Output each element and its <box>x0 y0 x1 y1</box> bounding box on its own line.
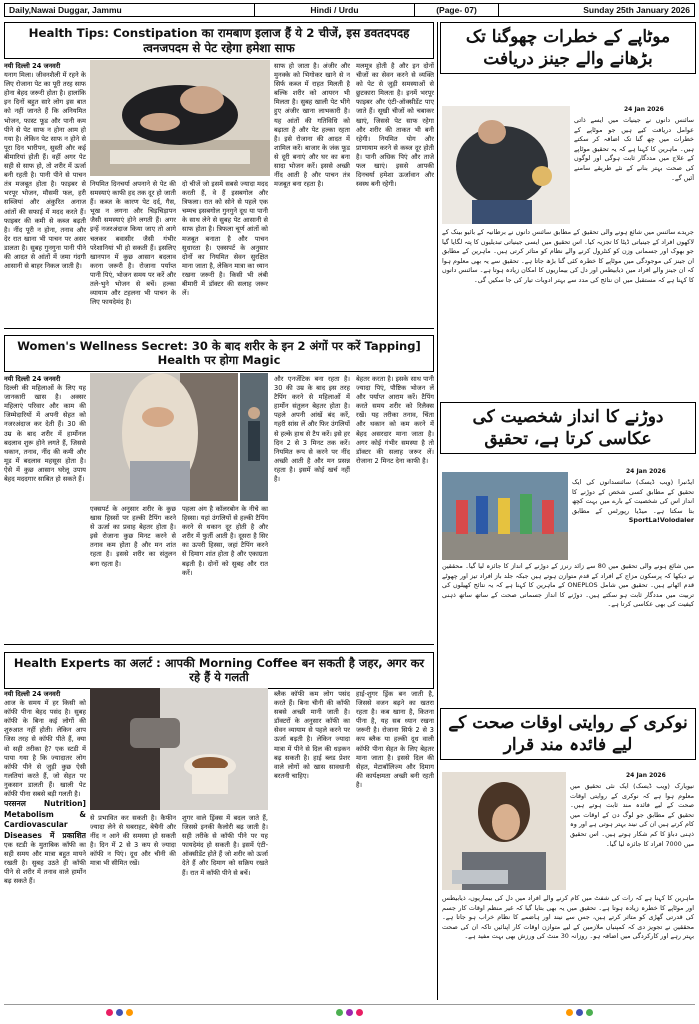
footer-dot <box>126 1009 133 1016</box>
footer-dot <box>346 1009 353 1016</box>
urdu-text: ماہرین کا کہنا ہے کہ رات کی شفٹ میں کام کرنے والے افراد میں دل کی بیماریوں، ذیابیطس اور موٹاپے کا خطرہ زیادہ ہوتا ہے۔ تحقیق میں یہ بھی بتایا گیا کہ غیر منظم اوقات کار جسم کی قدرتی گھڑی کو متاثر کرتے ہیں، جس سے نیند اور ہاضمے کا نظام خراب ہو جاتا ہے۔ محققین نے تجویز دی کہ کمپنیاں ملازمین کے لیے متوازن اوقات کار اپنائیں تاکہ ان کی صحت بہتر رہے اور کارکردگی میں اضافہ ہو۔ روزانہ 30 منٹ کی ورزش بھی بہت مفید ہے۔ <box>442 894 694 941</box>
crowd-photo <box>240 373 268 501</box>
story-column <box>4 375 86 635</box>
footer-dot <box>586 1009 593 1016</box>
story-column: पहला अंग है कॉलरबोन के नीचे का हिस्सा। यहां उंगलियों से हल्की टैपिंग करने से थकान दूर होती है और शरीर में फुर्ती आती है। दूसरा है सिर का ऊपरी हिस्सा, जहां टैपिंग करने से दिमाग शांत होता है और एकाग्रता बढ़ती है। दोनों को सुबह और रात करें। <box>182 505 268 577</box>
footer-dot <box>356 1009 363 1016</box>
coffee-photo <box>90 688 268 810</box>
story-headline: Women's Wellness Secret: 30 के बाद शरीर के इन 2 अंगों पर करें Tapping] Health पर होगा Magic <box>4 335 434 372</box>
footer-dot <box>576 1009 583 1016</box>
footer-dots-right <box>566 1009 593 1016</box>
obesity-photo <box>442 106 570 224</box>
story-dateline: नयी दिल्ली 24 जनवरी <box>4 375 61 383</box>
footer-dot <box>566 1009 573 1016</box>
story-morning-coffee <box>4 652 434 1000</box>
story-column: नियमित दिनचर्या अपनाने से पेट की समस्याएं काफी हद तक दूर हो जाती हैं। कब्ज के कारण पेट दर्द, गैस, भूख न लगना और चिड़चिड़ापन जैसी समस्याएं होने लगती हैं। अगर इन्हें नजरअंदाज किया जाए तो आगे चलकर बवासीर जैसी गंभीर परेशानियां भी हो सकती हैं। इसलिए खानपान में कुछ आसान बदलाव करना जरूरी है। रोजाना पर्याप्त पानी पिएं, भोजन समय पर करें और तले-भुने भोजन से बचें। हल्का व्यायाम और टहलना भी पाचन के लिए फायदेमंद है। <box>90 180 176 307</box>
urdu-headline: نوکری کے روایتی اوقات صحت کے لیے فائدہ مند قرار <box>440 708 696 760</box>
story-column: एक्सपर्ट के अनुसार शरीर के कुछ खास हिस्सों पर हल्की टैपिंग करने से ऊर्जा का प्रवाह बेहतर होता है। इसे रोजाना कुछ मिनट करने से तनाव कम होता है और मन शांत रहता है। इससे शरीर का संतुलन बना रहता है। <box>90 505 176 568</box>
urdu-story-running <box>440 402 696 695</box>
story-headline: Health Experts का अलर्ट : आपकी Morning Coffee बन सकती है जहर, अगर कर रहे हैं ये गलती <box>4 652 434 689</box>
urdu-date: 24 Jan 2026 <box>624 106 664 113</box>
story-constipation <box>4 22 434 320</box>
office-worker-photo <box>442 772 566 890</box>
urdu-date: 24 Jan 2026 <box>626 772 666 779</box>
urdu-story-office-hours <box>440 708 696 1000</box>
story-separator <box>4 644 434 645</box>
footer-dot <box>116 1009 123 1016</box>
urdu-date: 24 Jan 2026 <box>626 468 666 475</box>
paper-name: Daily,Nawai Duggar, Jammu <box>5 4 255 16</box>
story-paragraph: दिल्ली की महिलाओं के लिए यह जानकारी खास है। अक्सर महिलाएं परिवार और काम की जिम्मेदारियों में अपनी सेहत को नजरअंदाज कर देती हैं। 30 की उम्र के बाद शरीर में हार्मोनल बदलाव शुरू होने लगते हैं, जिससे थकान, तनाव, नींद की कमी और मूड में बदलाव महसूस होता है। ऐसे में कुछ आसान घरेलू उपाय बेहद मददगार साबित हो सकते हैं। <box>4 384 86 484</box>
story-paragraph: आज के समय में हर किसी को कॉफी पीना बेहद पसंद है। सुबह कॉफी के बिना कई लोगों की शुरुआत नहीं होती। लेकिन आप जिस तरह से कॉफी पीते हैं, क्या वो सही तरीका है? एक स्टडी में पाया गया है कि ज्यादातर लोग कॉफी पीने से जुड़ी कुछ ऐसी गलतियां करते हैं, जो सेहत पर नुकसान डालती हैं। खाली पेट कॉफी पीना सबसे बड़ी गलती है। <box>4 699 86 799</box>
urdu-text: نیویارک (ویب ڈیسک) ایک نئی تحقیق میں معلوم ہوا ہے کہ نوکری کے روایتی اوقات صحت کے لیے فائدہ مند ثابت ہوتے ہیں۔ تحقیق کے مطابق جو لوگ دن کے اوقات میں کام کرتے ہیں ان کی نیند بہتر ہوتی ہے اور وہ ذہنی دباؤ کا کم شکار ہوتے ہیں۔ اس تحقیق میں 7000 افراد کا جائزہ لیا گیا۔ <box>570 782 694 848</box>
women-wellness-photo <box>90 373 238 501</box>
urdu-text: سائنس دانوں نے جینیات میں ایسے ذاتی عوامل دریافت کیے ہیں جو موٹاپے کے خطرات میں چھ گنا تک اضافہ کر سکتے ہیں۔ ماہرین کا کہنا ہے کہ یہ تحقیق موٹاپے کے علاج میں مددگار ثابت ہوگی اور لوگوں کی صحت بہتر بنانے کے نئے طریقے سامنے آئیں گے۔ <box>574 116 694 182</box>
urdu-paragraph: ایڈنبرا (ویب ڈیسک) سائنسدانوں کی ایک تحقیق کے مطابق کسی شخص کے دوڑنے کا انداز اس کی شخصیت کے بارے میں بہت کچھ بتا سکتا ہے۔ میڈیا رپورٹس کے مطابق <box>572 478 694 515</box>
urdu-source: SportLa!Volodaler <box>628 516 694 525</box>
story-column: बेहतर करता है। इसके साथ पानी ज्यादा पिएं, पौष्टिक भोजन लें और पर्याप्त आराम करें। टैपिंग करते समय शरीर को रिलैक्स रखें। यह तरीका तनाव, चिंता और थकान को कम करने में बेहद असरदार माना जाता है। अगर कोई गंभीर समस्या है तो डॉक्टर की सलाह जरूर लें। रोजाना 2 मिनट देना काफी है। <box>356 375 434 465</box>
story-column: और एनर्जेटिक बना रहता है। 30 की उम्र के बाद इस तरह टैपिंग करने से महिलाओं में हार्मोन संतुलन बेहतर होता है। पहले अपनी आंखें बंद करें, गहरी सांस लें और फिर उंगलियों से हल्के हाथ से टैप करें। इसे हर दिन 2 से 3 मिनट तक करें। नियमित रूप से करने पर नींद अच्छी आती है और मन प्रसन्न रहता है। इसमें कोई खर्च नहीं है। <box>274 375 350 484</box>
urdu-headline: دوڑنے کا انداز شخصیت کی عکاسی کرتا ہے، تحقیق <box>440 402 696 454</box>
story-column: से प्रभावित कर सकती है। कैफीन ज्यादा लेने से घबराहट, बेचैनी और नींद न आने की समस्या हो सकती है। दिन में 2 से 3 कप से ज्यादा कॉफी न पिएं। दूध और चीनी की मात्रा भी सीमित रखें। <box>90 814 176 868</box>
page-number: (Page- 07) <box>415 4 499 16</box>
issue-date: Sunday 25th January 2026 <box>583 5 690 15</box>
column-divider <box>437 22 438 1000</box>
footer-dots-mid <box>336 1009 363 1016</box>
story-womens-wellness <box>4 335 434 637</box>
story-column <box>4 62 86 318</box>
story-column: दो चीजें जो इसमें सबसे ज्यादा मदद करती हैं, वे हैं इसबगोल और त्रिफला। रात को सोने से पहले एक चम्मच इसबगोल गुनगुने दूध या पानी के साथ लेने से सुबह पेट आसानी से साफ होता है। त्रिफला चूर्ण आंतों को मजबूत बनाता है और पाचन सुधारता है। एक्सपर्ट के अनुसार दोनों का नियमित सेवन सुरक्षित माना जाता है, लेकिन मात्रा का ध्यान रखना जरूरी है। किसी भी लंबी बीमारी में डॉक्टर की सलाह जरूर लें। <box>182 180 268 298</box>
story-column: साफ हो जाता है। अंजीर और मुनक्के को भिगोकर खाने से न सिर्फ कब्ज में राहत मिलती है बल्कि शरीर को आयरन भी मिलता है। सुबह खाली पेट भीगे हुए अंजीर खाना लाभकारी है। यह आंतों की गतिविधि को बढ़ाता है और पेट हल्का रहता है। इसे रोजाना की आदत में शामिल करें। बाजार के जंक फूड से दूरी बनाएं और घर का बना सादा भोजन करें। इससे अच्छी नींद आती है और पाचन तंत्र मजबूत बना रहता है। <box>274 62 350 189</box>
story-separator <box>4 328 434 329</box>
urdu-text: جریدے سائنس میں شائع ہونے والی تحقیق کے مطابق سائنس دانوں نے برطانیہ کے بائیو بینک کے لاکھوں افراد کے جینیاتی ڈیٹا کا تجزیہ کیا۔ اس تحقیق میں ایسی جینیاتی تبدیلیوں کا پتہ لگایا گیا جو بھوک اور جسمانی وزن کو کنٹرول کرنے والے نظام کو متاثر کرتی ہیں۔ ماہرین کے مطابق ان جینز کی موجودگی میں موٹاپے کا خطرہ کئی گنا بڑھ جاتا ہے۔ تحقیق سے یہ بھی معلوم ہوا کہ ان جینز والے افراد میں ذیابیطس اور دل کی بیماریوں کا امکان زیادہ ہوتا ہے۔ سائنس دانوں کا کہنا ہے کہ مستقبل میں ان نتائج کی مدد سے بہتر ادویات تیار کی جا سکیں گی۔ <box>442 228 694 285</box>
urdu-headline: موٹاپے کے خطرات چھوگنا تک بڑھانے والے جینز دریافت <box>440 22 696 74</box>
story-dateline: नयी दिल्ली 24 जनवरी <box>4 690 61 698</box>
page-footer <box>4 1004 695 1020</box>
story-dateline: नयी दिल्ली 24 जनवरी <box>4 62 61 70</box>
story-paragraph: पानी पीने से पाचन तंत्र मजबूत होता है। फाइबर से भरपूर भोजन, मौसमी फल, हरी सब्जियां और अंकुरित अनाज आंतों की सफाई में मदद करते हैं। फाइबर की कमी से कब्ज बढ़ती है। नींद पूरी न होना, तनाव और देर रात खाना भी पाचन पर असर डालता है। सुबह गुनगुना पानी पीने की आदत से आंतों में जमा गंदगी आसानी से बाहर निकल जाती है। <box>4 171 86 271</box>
urdu-text <box>572 478 694 558</box>
story-column: हाई-शुगर ड्रिंक बन जाती है, जिससे वजन बढ़ने का खतरा रहता है। कब खाना है, कितना पीना है, यह सब ध्यान रखना जरूरी है। रोजाना सिर्फ 2 से 3 कप ब्लैक या हल्की दूध वाली कॉफी पीना सेहत के लिए बेहतर माना जाता है। इससे दिल की सेहत, मेटाबॉलिज्म और दिमाग की कार्यक्षमता अच्छी बनी रहती है। <box>356 690 434 789</box>
urdu-story-obesity <box>440 22 696 390</box>
story-headline: Health Tips: Constipation का रामबाण इलाज हैं ये 2 चीजें, इस डवतदपदह त्वनजपदम से पेट रहेगा हमेशा साफ <box>4 22 434 59</box>
story-column: ब्लैक कॉफी कम लोग पसंद करते हैं। बिना चीनी की कॉफी सबसे अच्छी मानी जाती है। डॉक्टरों के अनुसार कॉफी का सेवन व्यायाम से पहले करने पर ऊर्जा बढ़ती है। लेकिन ज्यादा मात्रा में पीने से दिल की धड़कन बढ़ सकती है। हाई ब्लड प्रेशर वाले लोगों को खास सावधानी बरतनी चाहिए। <box>274 690 350 780</box>
paper-language: Hindi / Urdu <box>255 4 415 16</box>
footer-dot <box>106 1009 113 1016</box>
hindi-section <box>4 22 434 1000</box>
urdu-section <box>440 22 696 1000</box>
runners-photo <box>442 472 568 560</box>
story-column <box>4 690 86 1000</box>
story-paragraph: एक स्टडी के मुताबिक कॉफी का सही समय और मात्रा बहुत मायने रखती है। सुबह उठते ही कॉफी पीने से शरीर में तनाव वाले हार्मोन बढ़ सकते हैं। <box>4 841 86 886</box>
footer-dots-left <box>106 1009 133 1016</box>
constipation-photo <box>90 60 270 176</box>
footer-dot <box>336 1009 343 1016</box>
story-column: मलमूत्र होती है और इन दोनों चीजों का सेवन करने से व्यक्ति को पेट से जुड़ी समस्याओं से छुटकारा मिलता है। इनमें भरपूर फाइबर और एंटी-ऑक्सीडेंट पाए जाते हैं। सूखी चीजों को चबाकर खाएं, जिससे पेट साफ रहेगा और शरीर की ताकत भी बनी रहेगी। नियमित योग और प्राणायाम करने से कब्ज दूर होती है। पानी अधिक पिएं और ताजे फल खाएं। इससे आपकी दिनचर्या हमेशा ऊर्जावान और स्वस्थ बनी रहेगी। <box>356 62 434 189</box>
story-highlight: परसनल Nutrition] Metabolism & Cardiovascular Diseases में प्रकाशित <box>4 799 86 840</box>
urdu-text: میں شائع ہونے والی تحقیق میں 80 سے زائد رنرز کے دوڑنے کے انداز کا جائزہ لیا گیا۔ محققین نے دیکھا کہ پرسکون مزاج کے افراد کے قدم متوازن ہوتے ہیں جبکہ جلد باز افراد تیز اور چھوٹے قدم اٹھاتے ہیں۔ تحقیق میں شامل ONEPLOS کے ماہرین کا کہنا ہے کہ یہ نتائج کھیلوں کی تربیت میں مددگار ثابت ہو سکتے ہیں۔ دوڑنے کا انداز جسمانی صحت کے ساتھ ساتھ ذہنی کیفیت کی بھی عکاسی کرتا ہے۔ <box>442 562 694 609</box>
masthead-bar <box>4 3 695 17</box>
story-column: शुगर वाले ड्रिंक्स में बदल जाते हैं, जिससे इनकी कैलोरी बढ़ जाती है। सही तरीके से कॉफी पीने पर यह फायदेमंद हो सकती है। इसमें एंटी-ऑक्सीडेंट होते हैं जो शरीर को ऊर्जा देते हैं और दिमाग को सक्रिय रखते हैं। रात में कॉफी पीने से बचें। <box>182 814 268 877</box>
story-paragraph: यनाग मिला। जीवनशैली में रहने के लिए रोजाना पेट का पूरी तरह साफ होना बेहद जरूरी होता है। हालांकि इन दिनों बहुत सारे लोग इस बात को नहीं जानते हैं कि अनियमित भोजन, फास्ट फूड और पानी कम पीने से पेट साफ न होना आम हो गया है। लेकिन पेट साफ न होने से पूरा दिन भारीपन, सुस्ती और कई बीमारियां होती हैं। वहीं अगर पेट सही से साफ हो, तो शरीर में ऊर्जा बनी रहती है। <box>4 71 86 180</box>
